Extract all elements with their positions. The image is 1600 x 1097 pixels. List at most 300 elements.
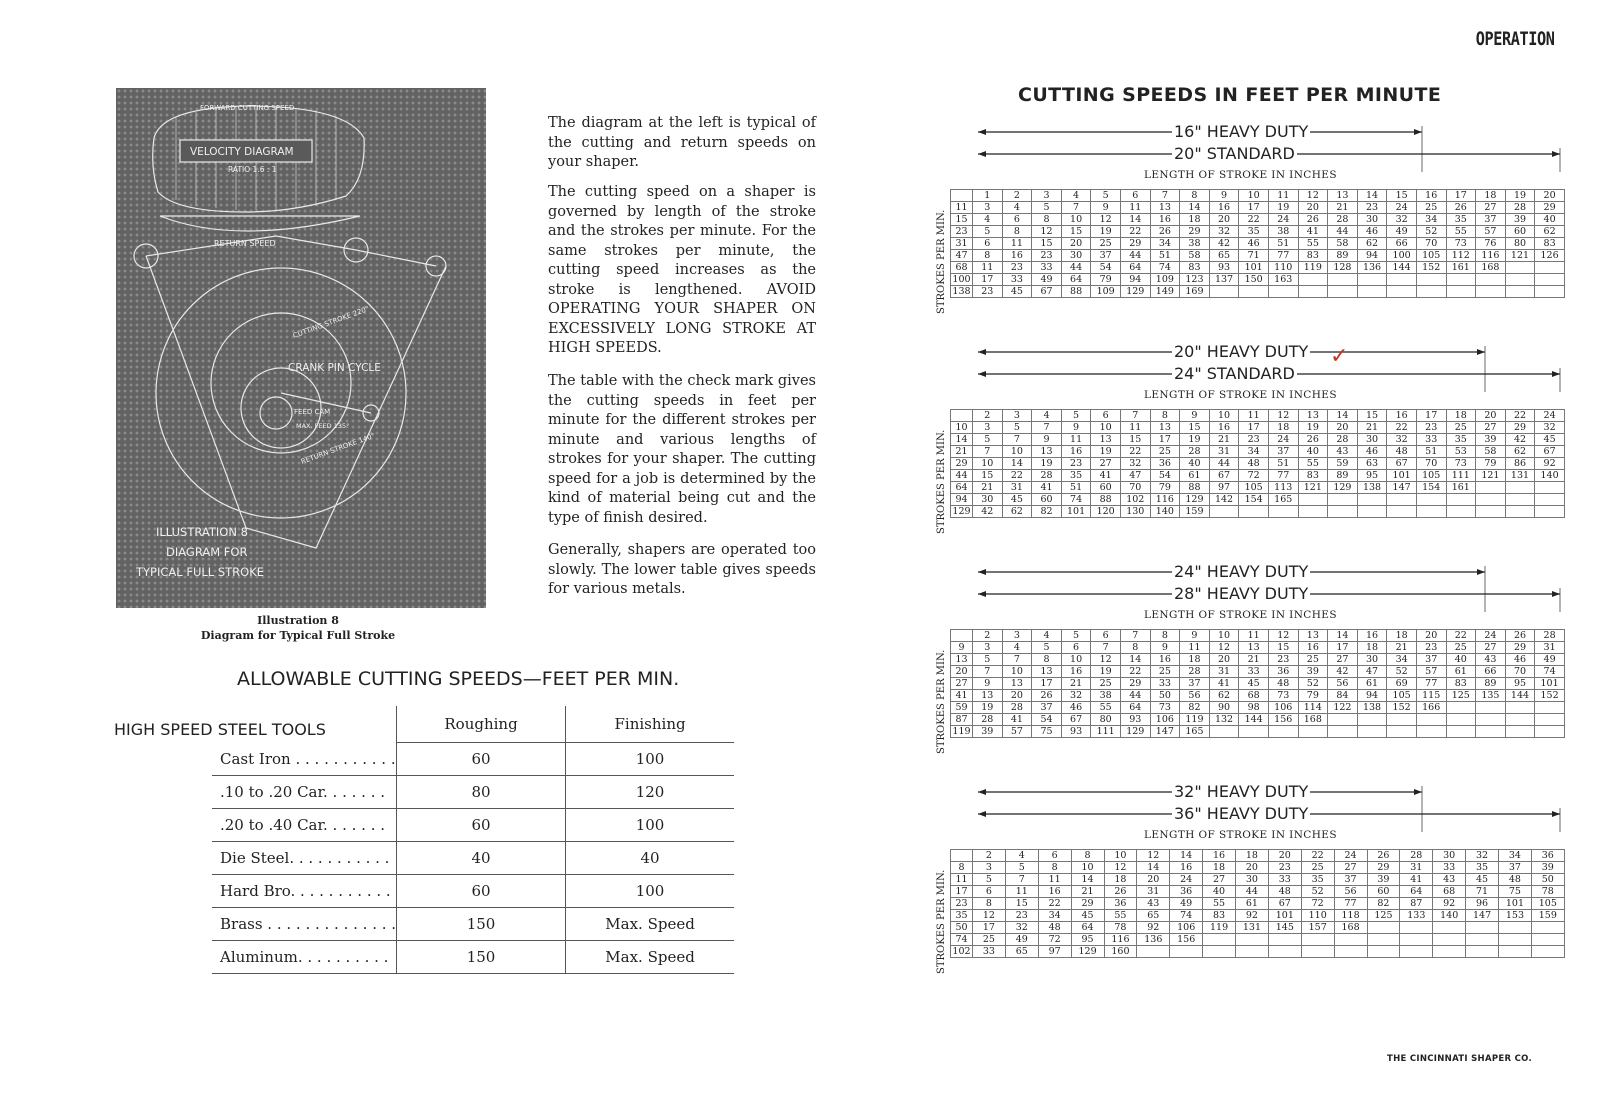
speed-cell: 61 bbox=[1446, 666, 1476, 678]
speed-cell: 33 bbox=[1239, 666, 1269, 678]
speed-cell: 22 bbox=[1120, 226, 1150, 238]
speed-cell: 10 bbox=[1002, 446, 1032, 458]
speed-cell bbox=[1387, 714, 1417, 726]
table-row bbox=[212, 743, 734, 776]
speed-cell bbox=[1203, 946, 1236, 958]
speed-cell: 130 bbox=[1120, 506, 1150, 518]
strokes-per-min-cell: 14 bbox=[951, 434, 973, 446]
speed-cell: 11 bbox=[973, 262, 1003, 274]
speed-cell: 35 bbox=[1466, 862, 1499, 874]
length-header-cell: 18 bbox=[1387, 630, 1417, 642]
speed-cell: 21 bbox=[1209, 434, 1239, 446]
speed-cell: 39 bbox=[973, 726, 1003, 738]
speed-cell: 97 bbox=[1038, 946, 1071, 958]
speed-cell: 94 bbox=[1357, 250, 1387, 262]
speed-cell: 9 bbox=[1061, 422, 1091, 434]
speed-cell bbox=[1387, 726, 1417, 738]
speed-cell: 74 bbox=[1535, 666, 1565, 678]
speed-cell: 105 bbox=[1239, 482, 1269, 494]
length-header-cell: 15 bbox=[1357, 410, 1387, 422]
speed-cell bbox=[1476, 506, 1506, 518]
speed-cell: 154 bbox=[1239, 494, 1269, 506]
speed-cell: 15 bbox=[1032, 238, 1062, 250]
paragraph-2: The cutting speed on a shaper is governed by length of the stroke and the strokes per minute. For the same strokes per minute, the cutting speed increases as the stroke is lengthened. AVOID OPERATING YOUR SHAPER ON EXCESSIVELY LONG STROKE AT HIGH SPEEDS. bbox=[548, 184, 816, 356]
speed-cell: 67 bbox=[1032, 286, 1062, 298]
speed-cell: 26 bbox=[1032, 690, 1062, 702]
length-header-cell: 13 bbox=[1298, 630, 1328, 642]
speed-cell bbox=[1416, 494, 1446, 506]
speed-cell: 74 bbox=[1061, 494, 1091, 506]
speed-cell: 18 bbox=[1357, 642, 1387, 654]
corner-cell bbox=[951, 190, 973, 202]
speed-cell: 4 bbox=[973, 214, 1003, 226]
speed-cell: 161 bbox=[1446, 482, 1476, 494]
speed-cell bbox=[1531, 946, 1564, 958]
table-row bbox=[951, 946, 1565, 958]
speed-cell: 102 bbox=[1120, 494, 1150, 506]
speed-cell: 57 bbox=[1002, 726, 1032, 738]
speed-cell: 35 bbox=[1061, 470, 1091, 482]
strokes-per-min-cell: 35 bbox=[951, 910, 973, 922]
speed-cell: 22 bbox=[1002, 470, 1032, 482]
speed-cell: 12 bbox=[973, 910, 1006, 922]
speed-cell bbox=[1505, 702, 1535, 714]
speed-cell: 37 bbox=[1334, 874, 1367, 886]
speed-cell: 17 bbox=[1150, 434, 1180, 446]
strokes-per-min-cell: 11 bbox=[951, 874, 973, 886]
speed-cell bbox=[1209, 506, 1239, 518]
speed-cell: 11 bbox=[1005, 886, 1038, 898]
speed-cell: 16 bbox=[1150, 654, 1180, 666]
length-header-cell: 2 bbox=[973, 630, 1003, 642]
speed-cell: 93 bbox=[1061, 726, 1091, 738]
speed-cell: 44 bbox=[1120, 690, 1150, 702]
cutting-speed-table bbox=[950, 189, 1565, 298]
speed-cell: 75 bbox=[1032, 726, 1062, 738]
speed-cell: 22 bbox=[1038, 898, 1071, 910]
speed-cell: 129 bbox=[1071, 946, 1104, 958]
speed-cell: 95 bbox=[1505, 678, 1535, 690]
speed-cell: 74 bbox=[1170, 910, 1203, 922]
speed-cell: 52 bbox=[1416, 226, 1446, 238]
speed-cell: 136 bbox=[1357, 262, 1387, 274]
speed-cell: 23 bbox=[1416, 642, 1446, 654]
strokes-per-min-cell: 47 bbox=[951, 250, 973, 262]
length-header-cell: 18 bbox=[1476, 190, 1506, 202]
speed-cell bbox=[1387, 286, 1417, 298]
speed-cell: 30 bbox=[973, 494, 1003, 506]
speed-cell: 51 bbox=[1061, 482, 1091, 494]
speed-cell bbox=[1505, 494, 1535, 506]
speed-cell bbox=[1476, 702, 1506, 714]
speed-cell: 71 bbox=[1239, 250, 1269, 262]
strokes-per-min-cell: 129 bbox=[952, 505, 971, 517]
strokes-per-min-cell: 8 bbox=[951, 862, 973, 874]
speed-cell: 22 bbox=[1387, 422, 1417, 434]
speed-cell: 106 bbox=[1150, 714, 1180, 726]
table-row bbox=[951, 934, 1565, 946]
speed-cell: 7 bbox=[1091, 642, 1121, 654]
speed-cell: 4 bbox=[1002, 202, 1032, 214]
speed-cell bbox=[1334, 934, 1367, 946]
speed-cell: 39 bbox=[1531, 862, 1564, 874]
speed-cell: 11 bbox=[1002, 238, 1032, 250]
speed-cell: 38 bbox=[1091, 690, 1121, 702]
speed-cell: 129 bbox=[1328, 482, 1358, 494]
speed-cell: 23 bbox=[1032, 250, 1062, 262]
strokes-per-min-cell: 50 bbox=[951, 922, 973, 934]
speed-cell: 121 bbox=[1476, 470, 1506, 482]
speed-cell bbox=[1357, 494, 1387, 506]
length-header-row bbox=[951, 850, 1565, 862]
speed-cell bbox=[1209, 726, 1239, 738]
table-row bbox=[951, 654, 1565, 666]
length-header-cell: 14 bbox=[1328, 630, 1358, 642]
speed-cell: 77 bbox=[1334, 898, 1367, 910]
speed-cell: 73 bbox=[1446, 238, 1476, 250]
speed-cell: 40 bbox=[1535, 214, 1565, 226]
length-header-cell: 12 bbox=[1298, 190, 1328, 202]
speed-cell bbox=[1268, 286, 1298, 298]
length-header-cell: 20 bbox=[1476, 410, 1506, 422]
speed-cell: 88 bbox=[1061, 286, 1091, 298]
speed-cell: 26 bbox=[1298, 434, 1328, 446]
strokes-per-min-cell: 44 bbox=[951, 470, 973, 482]
speed-cell bbox=[1433, 934, 1466, 946]
speed-cell: 48 bbox=[1038, 922, 1071, 934]
table-row bbox=[951, 458, 1565, 470]
speed-cell: 6 bbox=[1061, 642, 1091, 654]
speed-cell: 121 bbox=[1505, 250, 1535, 262]
speed-cell: 54 bbox=[1032, 714, 1062, 726]
speed-cell: 45 bbox=[1239, 678, 1269, 690]
speed-cell bbox=[1416, 714, 1446, 726]
speed-cell: 5 bbox=[1002, 422, 1032, 434]
speed-cell: 25 bbox=[1446, 642, 1476, 654]
speed-cell: 44 bbox=[1120, 250, 1150, 262]
speed-cell: 116 bbox=[1104, 934, 1137, 946]
velocity-diagram-label: VELOCITY DIAGRAM bbox=[190, 146, 294, 158]
length-header-cell: 16 bbox=[1357, 630, 1387, 642]
speed-cell: 8 bbox=[1120, 642, 1150, 654]
speed-cell: 29 bbox=[1180, 226, 1210, 238]
speed-cell: 15 bbox=[1061, 226, 1091, 238]
speed-cell: 58 bbox=[1476, 446, 1506, 458]
speed-cell: 30 bbox=[1236, 874, 1269, 886]
table-row bbox=[951, 678, 1565, 690]
speed-cell: 37 bbox=[1416, 654, 1446, 666]
speed-cell: 21 bbox=[1357, 422, 1387, 434]
speed-cell bbox=[1466, 922, 1499, 934]
speed-cell: 33 bbox=[1268, 874, 1301, 886]
speed-cell: 19 bbox=[1032, 458, 1062, 470]
speed-cell: 159 bbox=[1180, 506, 1210, 518]
speed-cell: 14 bbox=[1180, 202, 1210, 214]
speed-cell: 42 bbox=[1209, 238, 1239, 250]
speed-cell: 43 bbox=[1137, 898, 1170, 910]
length-header-cell: 24 bbox=[1535, 410, 1565, 422]
speed-cell: 156 bbox=[1268, 714, 1298, 726]
speed-cell: 37 bbox=[1476, 214, 1506, 226]
speed-cell: 51 bbox=[1150, 250, 1180, 262]
speed-cell: 10 bbox=[1091, 422, 1121, 434]
speed-cell bbox=[1268, 726, 1298, 738]
stroke-label-1: 24" HEAVY DUTY bbox=[1174, 562, 1309, 581]
speed-cell: 109 bbox=[1150, 274, 1180, 286]
speed-cell: 42 bbox=[973, 506, 1003, 518]
length-header-row bbox=[951, 190, 1565, 202]
speed-cell: 165 bbox=[1268, 494, 1298, 506]
speed-cell bbox=[1446, 274, 1476, 286]
stroke-label-1: 20" HEAVY DUTY bbox=[1174, 342, 1309, 361]
roughing-cell: 60 bbox=[397, 875, 566, 908]
speed-cell: 45 bbox=[1535, 434, 1565, 446]
speed-cell: 44 bbox=[1236, 886, 1269, 898]
roughing-cell: 40 bbox=[397, 842, 566, 875]
speed-cell: 33 bbox=[1416, 434, 1446, 446]
speed-cell: 126 bbox=[1535, 250, 1565, 262]
speed-cell bbox=[1357, 714, 1387, 726]
speed-cell: 101 bbox=[1499, 898, 1532, 910]
roughing-cell: 150 bbox=[397, 941, 566, 974]
speed-cell: 23 bbox=[1002, 262, 1032, 274]
finishing-cell: 120 bbox=[566, 776, 735, 809]
speed-cell: 101 bbox=[1268, 910, 1301, 922]
speed-cell: 28 bbox=[1180, 446, 1210, 458]
speed-cell: 92 bbox=[1236, 910, 1269, 922]
table-row bbox=[951, 422, 1565, 434]
material-cell: Brass . . . . . . . . . . . . . . bbox=[212, 908, 397, 941]
speed-cell: 51 bbox=[1416, 446, 1446, 458]
length-header-cell: 15 bbox=[1387, 190, 1417, 202]
speed-cell: 25 bbox=[973, 934, 1006, 946]
corner-cell bbox=[951, 850, 973, 862]
speed-cell: 45 bbox=[1071, 910, 1104, 922]
speed-cell: 43 bbox=[1433, 874, 1466, 886]
speed-cell bbox=[1535, 262, 1565, 274]
length-header-cell: 13 bbox=[1328, 190, 1358, 202]
speed-cell: 26 bbox=[1150, 226, 1180, 238]
speed-cell: 100 bbox=[1387, 250, 1417, 262]
speed-cell: 53 bbox=[1446, 446, 1476, 458]
table-row bbox=[212, 776, 734, 809]
speed-cell: 12 bbox=[1032, 226, 1062, 238]
speed-cell: 40 bbox=[1180, 458, 1210, 470]
speed-cell: 61 bbox=[1236, 898, 1269, 910]
speed-cell bbox=[1535, 726, 1565, 738]
speed-cell: 9 bbox=[1150, 642, 1180, 654]
speed-cell: 54 bbox=[1150, 470, 1180, 482]
speed-cell bbox=[1357, 286, 1387, 298]
speed-cell: 33 bbox=[1433, 862, 1466, 874]
speed-cell: 50 bbox=[1531, 874, 1564, 886]
speed-cell: 118 bbox=[1334, 910, 1367, 922]
speed-cell bbox=[1531, 934, 1564, 946]
strokes-per-min-label: STROKES PER MIN. bbox=[936, 649, 947, 754]
speed-cell: 7 bbox=[1032, 422, 1062, 434]
speed-cell: 152 bbox=[1416, 262, 1446, 274]
table-row bbox=[951, 482, 1565, 494]
speed-cell bbox=[1400, 922, 1433, 934]
speed-cell: 45 bbox=[1002, 494, 1032, 506]
speed-cell: 106 bbox=[1170, 922, 1203, 934]
speed-cell: 55 bbox=[1091, 702, 1121, 714]
speed-cell: 10 bbox=[1002, 666, 1032, 678]
strokes-per-min-cell: 64 bbox=[951, 482, 973, 494]
stroke-label-2: 28" HEAVY DUTY bbox=[1174, 584, 1309, 603]
speed-cell: 67 bbox=[1061, 714, 1091, 726]
speed-cell: 9 bbox=[1032, 434, 1062, 446]
speed-cell: 119 bbox=[1203, 922, 1236, 934]
crank-pin-label: CRANK PIN CYCLE bbox=[288, 362, 381, 374]
material-cell: Hard Bro. . . . . . . . . . . bbox=[212, 875, 397, 908]
speed-cell bbox=[1298, 274, 1328, 286]
speed-cell: 27 bbox=[1091, 458, 1121, 470]
speed-cell: 32 bbox=[1120, 458, 1150, 470]
speed-cell: 88 bbox=[1091, 494, 1121, 506]
speed-cell: 166 bbox=[1416, 702, 1446, 714]
speed-cell: 60 bbox=[1505, 226, 1535, 238]
speed-cell: 30 bbox=[1357, 434, 1387, 446]
speed-cell: 35 bbox=[1301, 874, 1334, 886]
strokes-per-min-cell: 31 bbox=[951, 238, 973, 250]
speed-cell: 80 bbox=[1091, 714, 1121, 726]
speed-cell: 48 bbox=[1268, 886, 1301, 898]
speed-cell: 15 bbox=[1005, 898, 1038, 910]
speed-cell: 15 bbox=[973, 470, 1003, 482]
speed-cell: 150 bbox=[1239, 274, 1269, 286]
speed-cell: 123 bbox=[1180, 274, 1210, 286]
corner-cell bbox=[951, 410, 973, 422]
length-header-cell: 16 bbox=[1387, 410, 1417, 422]
speed-cell: 67 bbox=[1387, 458, 1417, 470]
return-stroke-label: RETURN STROKE 140° bbox=[299, 431, 377, 466]
speed-cell: 119 bbox=[1180, 714, 1210, 726]
speed-cell: 98 bbox=[1239, 702, 1269, 714]
speed-cell: 16 bbox=[1061, 446, 1091, 458]
speed-cell bbox=[1446, 286, 1476, 298]
speed-cell: 7 bbox=[1002, 434, 1032, 446]
speed-cell bbox=[1328, 274, 1358, 286]
speed-cell: 115 bbox=[1416, 690, 1446, 702]
speed-cell: 77 bbox=[1268, 250, 1298, 262]
speed-cell bbox=[1400, 934, 1433, 946]
speed-cell: 60 bbox=[1091, 482, 1121, 494]
speed-cell: 111 bbox=[1091, 726, 1121, 738]
speed-cell: 9 bbox=[973, 678, 1003, 690]
speed-cell bbox=[1387, 506, 1417, 518]
length-header-cell: 12 bbox=[1268, 630, 1298, 642]
speed-cell: 25 bbox=[1091, 238, 1121, 250]
speed-cell: 10 bbox=[1071, 862, 1104, 874]
max-feed-label: MAX. FEED 135° bbox=[296, 422, 350, 430]
speed-cell bbox=[1535, 494, 1565, 506]
speed-cell: 7 bbox=[1005, 874, 1038, 886]
speed-cell: 10 bbox=[1061, 214, 1091, 226]
speed-cell: 74 bbox=[1150, 262, 1180, 274]
speed-cell: 26 bbox=[1298, 214, 1328, 226]
speed-cell: 33 bbox=[1032, 262, 1062, 274]
speed-cell: 42 bbox=[1328, 666, 1358, 678]
speed-cell: 19 bbox=[1298, 422, 1328, 434]
length-header-cell: 8 bbox=[1150, 630, 1180, 642]
length-header-cell: 9 bbox=[1209, 190, 1239, 202]
length-header-cell: 6 bbox=[1091, 410, 1121, 422]
speed-cell bbox=[1466, 934, 1499, 946]
speed-cell: 46 bbox=[1357, 446, 1387, 458]
speed-cell: 31 bbox=[1002, 482, 1032, 494]
speed-cell: 28 bbox=[973, 714, 1003, 726]
speed-cell: 25 bbox=[1301, 862, 1334, 874]
speed-cell: 83 bbox=[1203, 910, 1236, 922]
speed-cell: 8 bbox=[1002, 226, 1032, 238]
length-header-cell: 4 bbox=[1061, 190, 1091, 202]
length-header-cell: 11 bbox=[1268, 190, 1298, 202]
speed-cell: 58 bbox=[1328, 238, 1358, 250]
length-header-cell: 7 bbox=[1150, 190, 1180, 202]
speed-cell: 19 bbox=[1091, 666, 1121, 678]
speed-cell: 110 bbox=[1301, 910, 1334, 922]
allowable-speeds-table bbox=[212, 706, 734, 974]
speed-cell: 33 bbox=[1002, 274, 1032, 286]
length-header-cell: 2 bbox=[973, 850, 1006, 862]
speed-cell: 77 bbox=[1416, 678, 1446, 690]
speed-cell bbox=[1298, 494, 1328, 506]
speed-cell: 80 bbox=[1505, 238, 1535, 250]
speed-cell bbox=[1535, 506, 1565, 518]
cutting-speed-table bbox=[950, 849, 1565, 958]
speed-cell bbox=[1446, 494, 1476, 506]
length-header-cell: 11 bbox=[1239, 630, 1269, 642]
corner-cell bbox=[951, 630, 973, 642]
speed-cell: 96 bbox=[1466, 898, 1499, 910]
speed-cell: 17 bbox=[1032, 678, 1062, 690]
speed-cell: 163 bbox=[1268, 274, 1298, 286]
speed-cell: 92 bbox=[1433, 898, 1466, 910]
speed-cell: 133 bbox=[1400, 910, 1433, 922]
strokes-per-min-cell: 23 bbox=[951, 898, 973, 910]
length-header-cell: 14 bbox=[1328, 410, 1358, 422]
speed-cell bbox=[1239, 506, 1269, 518]
speed-cell: 64 bbox=[1120, 262, 1150, 274]
speed-cell: 59 bbox=[1328, 458, 1358, 470]
speed-cell: 21 bbox=[1387, 642, 1417, 654]
speed-cell: 30 bbox=[1357, 214, 1387, 226]
speed-cell: 19 bbox=[1268, 202, 1298, 214]
speed-cell: 3 bbox=[973, 642, 1003, 654]
speed-cell: 147 bbox=[1387, 482, 1417, 494]
speed-cell bbox=[1505, 262, 1535, 274]
length-header-cell: 24 bbox=[1476, 630, 1506, 642]
speed-cell: 138 bbox=[1357, 482, 1387, 494]
length-header-cell: 20 bbox=[1268, 850, 1301, 862]
table-row bbox=[212, 908, 734, 941]
length-header-cell: 4 bbox=[1005, 850, 1038, 862]
speed-cell: 169 bbox=[1180, 286, 1210, 298]
strokes-per-min-cell: 10 bbox=[951, 422, 973, 434]
speed-cell: 30 bbox=[1357, 654, 1387, 666]
strokes-per-min-cell: 74 bbox=[951, 934, 973, 946]
speed-cell: 83 bbox=[1298, 250, 1328, 262]
speed-cell: 67 bbox=[1209, 470, 1239, 482]
speed-cell: 16 bbox=[1170, 862, 1203, 874]
speed-cell bbox=[1535, 274, 1565, 286]
length-label: LENGTH OF STROKE IN INCHES bbox=[1144, 609, 1337, 621]
speed-cell: 62 bbox=[1505, 446, 1535, 458]
speed-cell: 42 bbox=[1505, 434, 1535, 446]
speed-cell: 46 bbox=[1505, 654, 1535, 666]
speed-cell: 64 bbox=[1061, 274, 1091, 286]
